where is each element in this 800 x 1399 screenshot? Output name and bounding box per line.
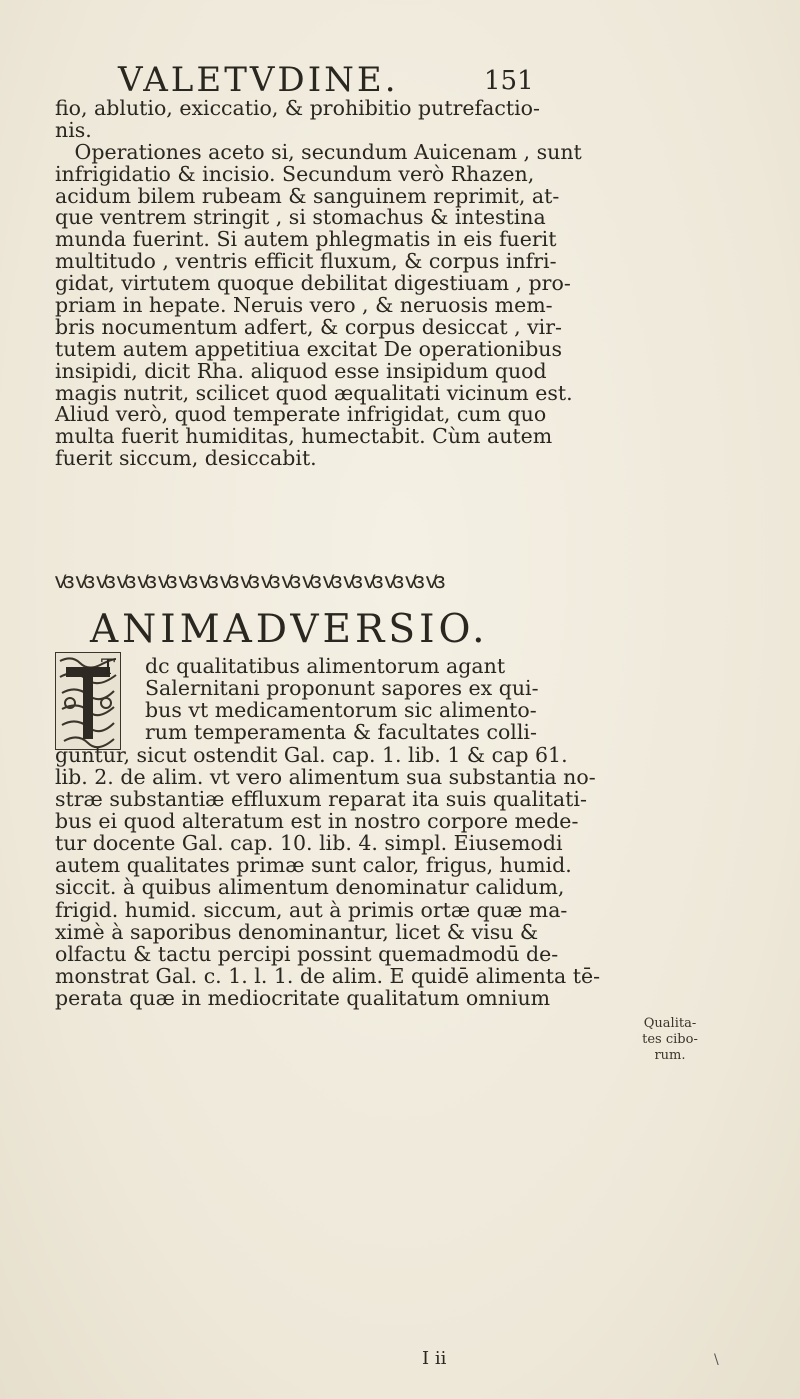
text-line: bris nocumentum adfert, & corpus desiccat , vir- (55, 314, 562, 339)
text-line: rum temperamenta & facultates colli- (145, 720, 537, 745)
text-line: perata quæ in mediocritate qualitatum omnium (55, 986, 551, 1011)
text-line: tutem autem appetitiua excitat De operationibus (55, 336, 563, 361)
text-line: acidum bilem rubeam & sanguinem reprimit, at- (55, 183, 560, 208)
text-line: magis nutrit, scilicet quod æqualitati vicinum est. (55, 380, 573, 405)
text-line: autem qualitates primæ sunt calor, frigus, humid. (55, 853, 572, 878)
marginal-note-line: Qualita- (643, 1016, 697, 1031)
text-line: frigid. humid. siccum, aut à primis ortæ quæ ma- (55, 897, 568, 922)
initial-letter: T (101, 655, 116, 679)
animadversio-paragraph (55, 654, 601, 1011)
ornamental-divider: ꟃꟃꟃꟃꟃꟃꟃꟃꟃꟃꟃꟃꟃꟃꟃꟃꟃꟃꟃ (55, 569, 447, 594)
text-line: gidat, virtutem quoque debilitat digestiuam , pro- (55, 271, 571, 296)
marginal-note-line: rum. (654, 1048, 686, 1063)
text-line: nis. (55, 117, 92, 142)
text-line: Operationes aceto si, secundum Auicenam , sunt (55, 139, 582, 164)
text-line: ximè à saporibus denominantur, licet & visu & (55, 919, 539, 944)
text-line: olfactu & tactu percipi possint quemadmodū de- (55, 941, 559, 966)
text-line: insipidi, dicit Rha. aliquod esse insipidum quod (55, 358, 547, 383)
stray-mark: \ (714, 1352, 719, 1368)
text-line: Salernitani proponunt sapores ex qui- (145, 676, 539, 701)
text-line: priam in hepate. Neruis vero , & neruosis mem- (55, 293, 553, 318)
text-line: dc qualitatibus alimentorum agant (145, 654, 506, 678)
body-paragraph (55, 96, 582, 471)
marginal-note (640, 1016, 700, 1064)
text-line: tur docente Gal. cap. 10. lib. 4. simpl. Eiusemodi (55, 831, 563, 856)
text-line: munda fuerint. Si autem phlegmatis in eis fuerit (55, 227, 557, 252)
text-line: infrigidatio & incisio. Secundum verò Rhazen, (55, 161, 535, 186)
text-line: guntur, sicut ostendit Gal. cap. 1. lib. 1 & cap 61. (55, 742, 568, 767)
text-line: monstrat Gal. c. 1. l. 1. de alim. E quidē alimenta tē- (55, 963, 601, 988)
text-line: Aliud verò, quod temperate infrigidat, cum quo (55, 402, 547, 427)
text-line: stræ substantiæ effluxum reparat ita suis qualitati- (55, 786, 587, 811)
marginal-note-line: tes cibo- (642, 1032, 698, 1047)
text-line: multa fuerit humiditas, humectabit. Cùm autem (55, 424, 553, 449)
text-line: multitudo , ventris efficit fluxum, & corpus infri- (55, 249, 557, 274)
running-title: VALETVDINE. (118, 60, 399, 100)
text-line: lib. 2. de alim. vt vero alimentum sua substantia no- (55, 764, 596, 789)
text-line: fuerit siccum, desiccabit. (55, 446, 317, 471)
section-heading: ANIMADVERSIO. (90, 607, 489, 652)
text-line: que ventrem stringit , si stomachus & intestina (55, 205, 546, 230)
text-line: bus ei quod alteratum est in nostro corpore mede- (55, 808, 579, 833)
text-line: fio, ablutio, exiccatio, & prohibitio putrefactio- (55, 96, 540, 120)
text-line: siccit. à quibus alimentum denominatur calidum, (55, 875, 565, 900)
page-number: 151 (484, 66, 534, 96)
page-header (0, 60, 800, 100)
text-line: bus vt medicamentorum sic alimento- (145, 698, 537, 723)
signature-mark: I ii (422, 1348, 447, 1369)
